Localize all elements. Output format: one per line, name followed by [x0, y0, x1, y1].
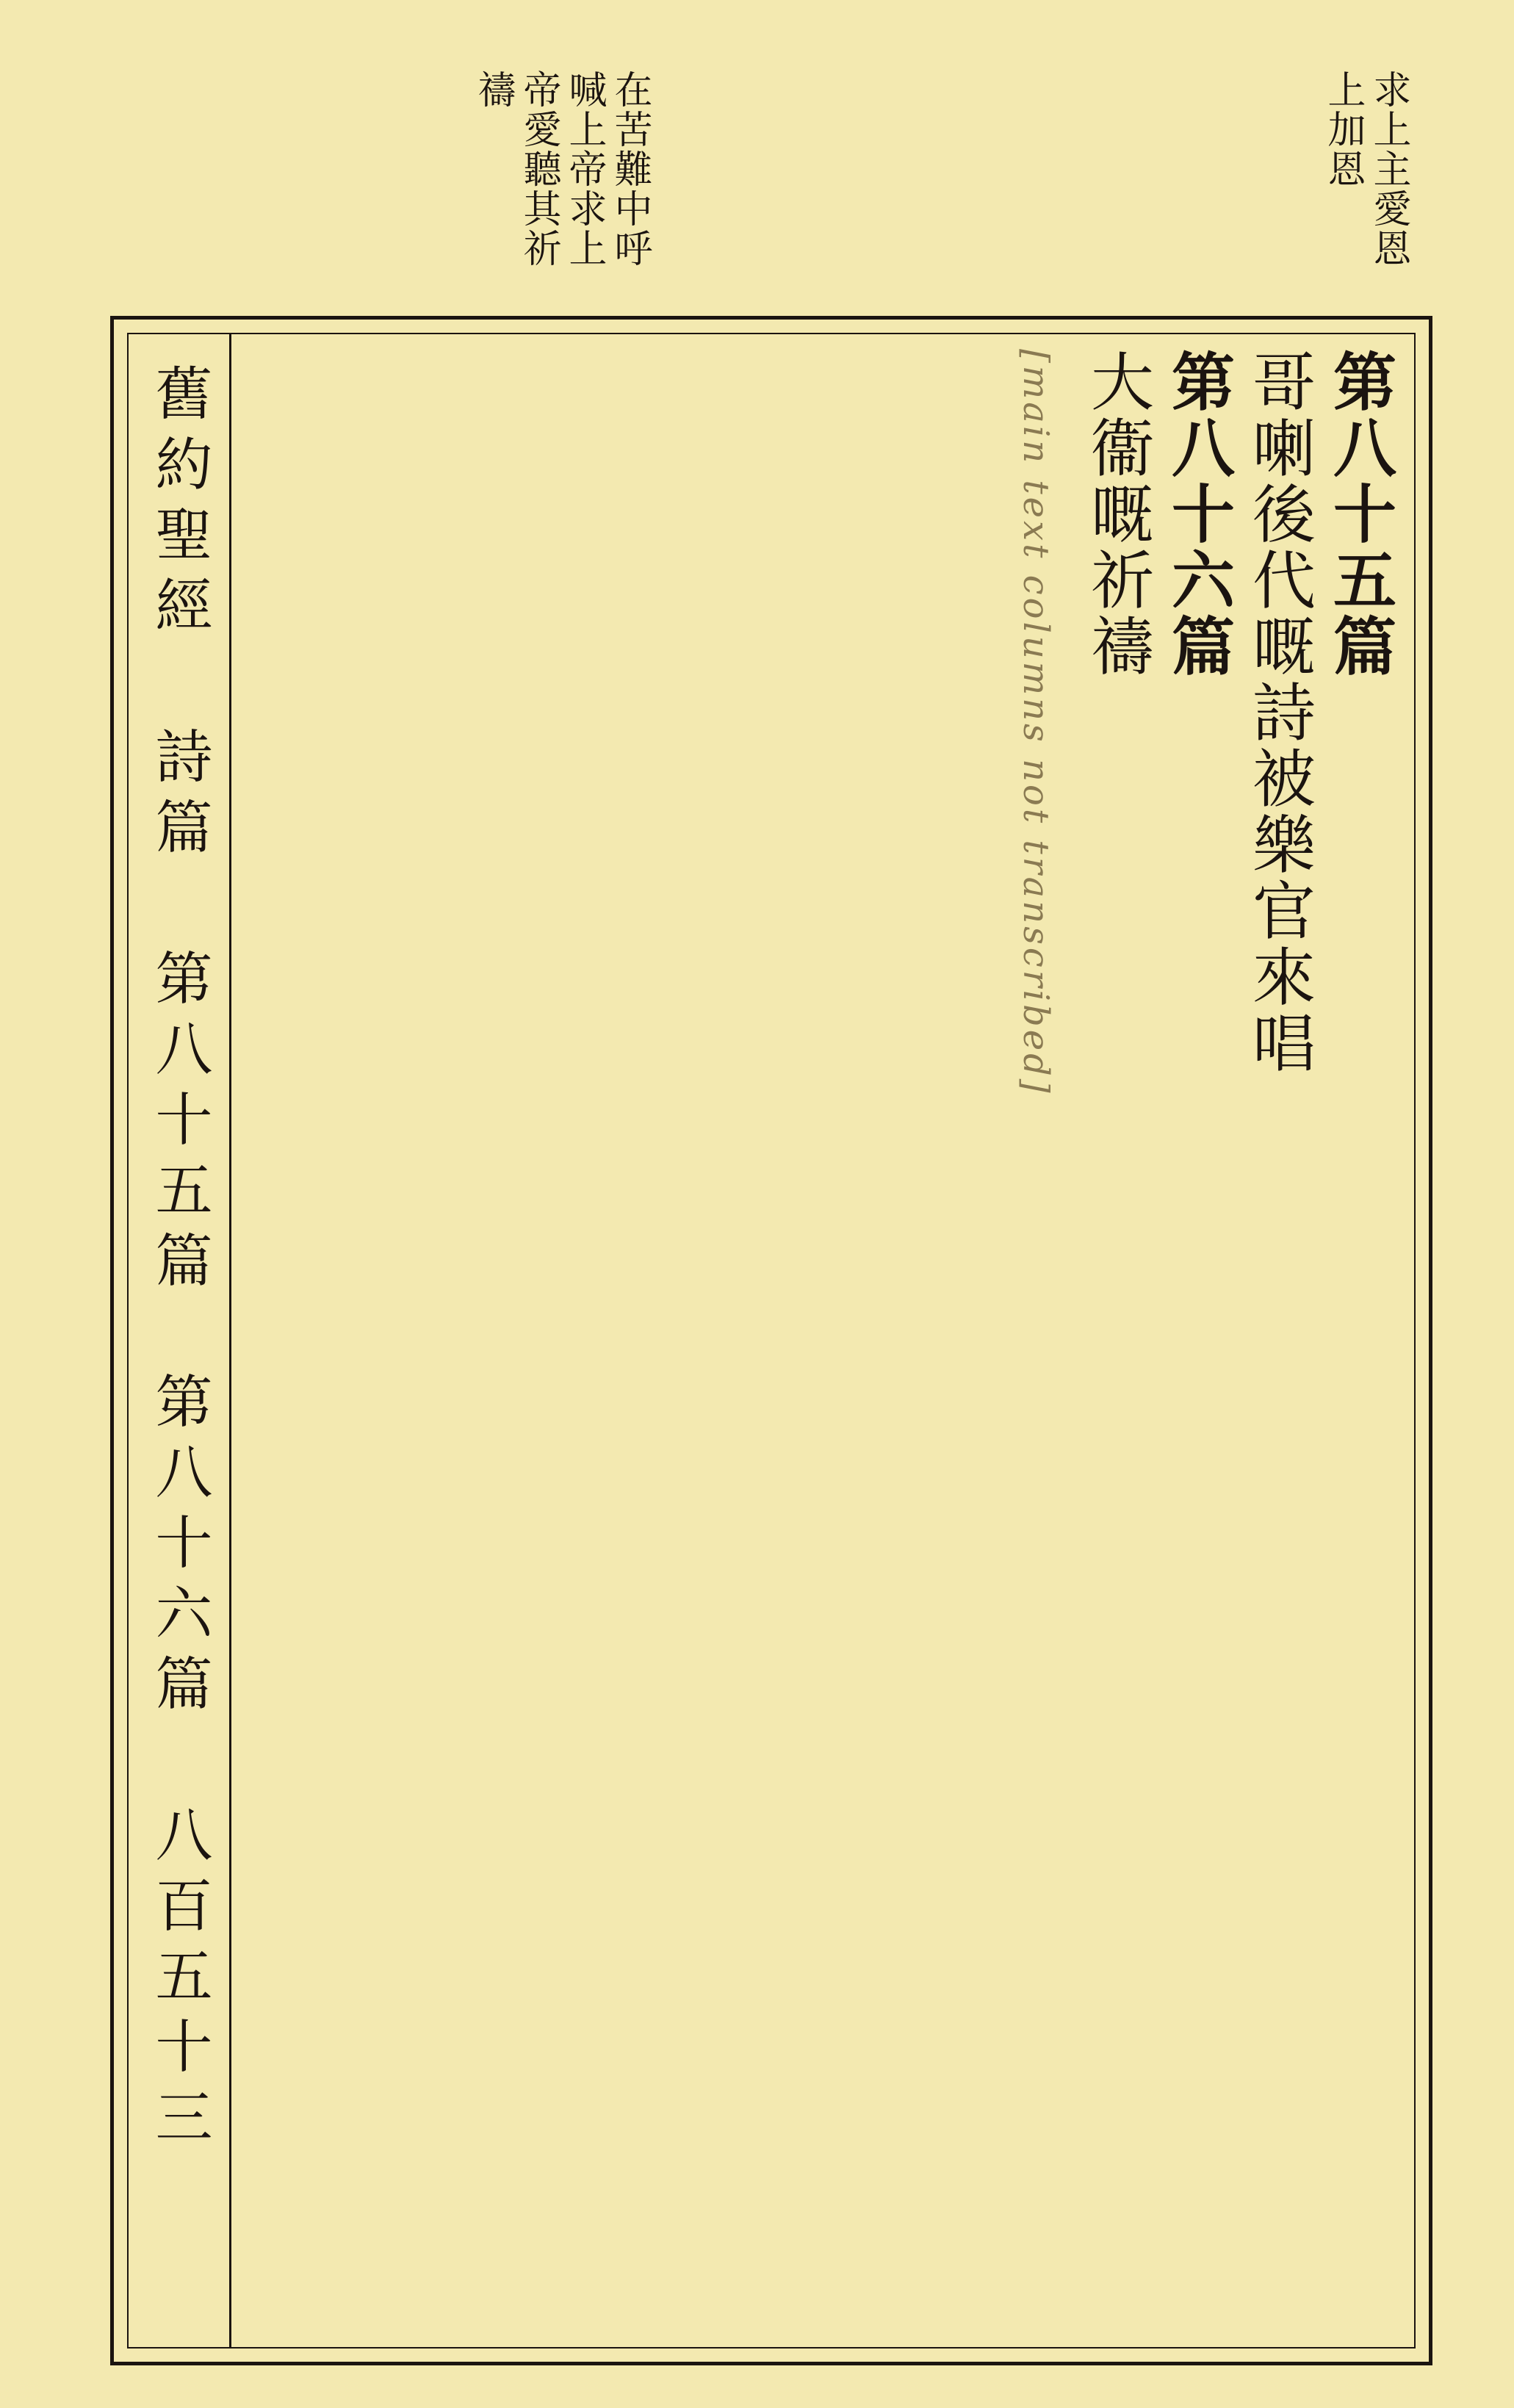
page-inner-frame [127, 333, 1416, 2348]
headnote-left: 在苦難中呼 喊上帝求上 帝愛聽其祈 禱 [471, 70, 652, 268]
running-book: 舊約聖經 [145, 364, 212, 646]
running-chapters: 第八十五篇 第八十六篇 [145, 948, 212, 1724]
body-text [246, 349, 1399, 2332]
running-section: 詩篇 [145, 727, 212, 868]
page-frame [110, 316, 1432, 2365]
chapter-86-heading: 第八十六篇 [1161, 349, 1235, 679]
chapter-85-subtitle: 哥喇後代嘅詩被樂官來唱 [1241, 349, 1315, 1076]
chapter-86-subtitle: 大衞嘅祈禱 [1080, 349, 1153, 679]
body-placeholder: [main text columns not transcribed] [1015, 349, 1056, 1096]
running-header [129, 334, 231, 2347]
page-number: 八百五十三 [145, 1805, 212, 2158]
headnote-right: 求上主愛恩 上加恩 [1321, 70, 1410, 268]
chapter-85-heading: 第八十五篇 [1322, 349, 1396, 679]
